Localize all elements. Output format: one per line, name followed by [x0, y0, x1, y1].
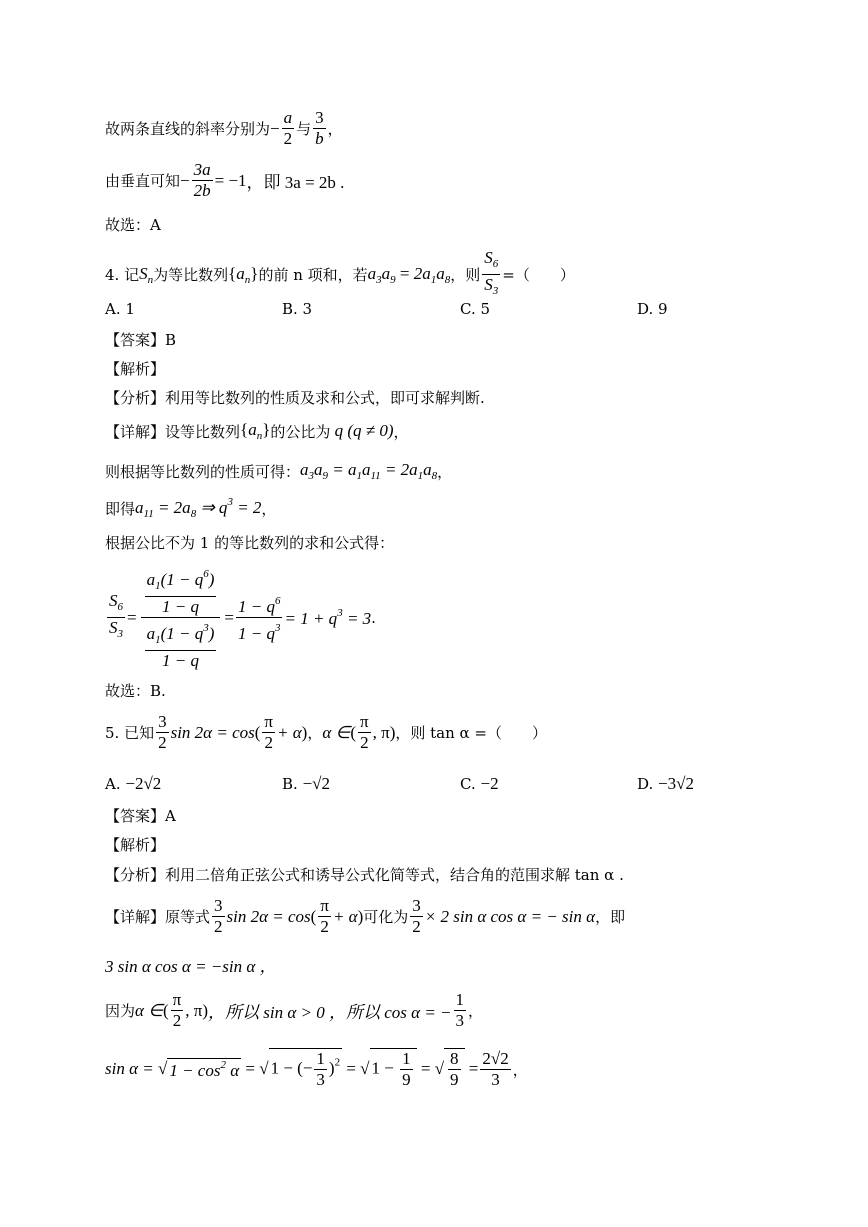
line-slopes: 故两条直线的斜率分别为 − $\frac{a}{2}$ 与 $\frac{3}{b}$ ， — [105, 108, 343, 148]
q5-step-3: sin α = √ $1 - \cos^2 \alpha$ = √ 1 − (− $\frac{1}{3}$ )$^2$ = √ 1 − $\frac{1}{9}$ = √ $\frac{8}{9}$ = $\frac{2√2}{3}$ ， — [105, 1048, 528, 1089]
q4-sum-ratio: $\frac{S_6}{S_3}$ = $\frac{\frac{a_1(1 - q^6)}{1 - q}}{\frac{a_1(1 - q^3)}{1 - q}}$ = $\frac{1 - q^6}{1 - q^3}$ = $1 + q^3 = 3$ . — [105, 564, 376, 671]
q5-answer: 【答案】A — [105, 807, 176, 825]
q4-property: 则根据等比数列的性质可得： $a_3a_9 = a_1a_{11} = 2a_1a_8$ ， — [105, 460, 453, 482]
q5-analysis-heading: 【解析】 — [105, 836, 166, 854]
q4-option-d: D. 9 — [637, 300, 668, 318]
q4-answer: 【答案】B — [105, 331, 177, 349]
question-4-stem: 4. 记 $S_n$ 为等比数列 $\{a_n\}$ 的前 n 项和，若 $a_3a_9 = 2a_1a_8$ ，则 $\frac{S_6}{S_3}$ =（ ） — [105, 248, 575, 297]
q4-option-a: A. 1 — [105, 300, 135, 318]
q5-step-1: 3 sin α cos α = −sin α ， — [105, 957, 277, 976]
q5-option-c: C. −2 — [460, 774, 499, 793]
q4-option-c: C. 5 — [460, 300, 491, 318]
q4-analysis: 【分析】利用等比数列的性质及求和公式，即可求解判断. — [105, 389, 485, 407]
q5-option-d: D. −3√2 — [637, 774, 694, 793]
answer-choice-3: 故选：A — [105, 216, 161, 234]
q5-option-b: B. −√2 — [282, 774, 330, 793]
question-5-stem: 5. 已知 $\frac{3}{2}$ sin 2α = cos ( $\frac{\pi}{2}$ + α ) ， α ∈ ( $\frac{\pi}{2}$ , π) ，则 tan α =（ ） — [105, 712, 547, 752]
q5-option-a: A. −2√2 — [105, 774, 162, 793]
q4-sum-formula: 根据公比不为 1 的等比数列的求和公式得： — [105, 534, 395, 552]
q5-analysis: 【分析】利用二倍角正弦公式和诱导公式化简等式，结合角的范围求解 tan α . — [105, 866, 624, 884]
line-perpendicular: 由垂直可知 − $\frac{3a}{2b}$ = −1 ，即 3a = 2b . — [105, 160, 345, 200]
q4-analysis-heading: 【解析】 — [105, 360, 166, 378]
q5-detail: 【详解】原等式 $\frac{3}{2}$ sin 2α = cos ( $\frac{\pi}{2}$ + α ) 可化为 $\frac{3}{2}$ × 2 sin α cos α = − sin α ，即 — [105, 896, 626, 936]
q5-step-2: 因为 α ∈ ( $\frac{\pi}{2}$ , π) ，所以 sin α > 0 ，所以 cos α = − $\frac{1}{3}$ ， — [105, 990, 484, 1030]
q4-derive-q: 即得 $a_{11} = 2a_8$ ⇒ $q^3 = 2$ ， — [105, 496, 277, 520]
q4-option-b: B. 3 — [282, 300, 313, 318]
q4-detail: 【详解】设等比数列 $\{a_n\}$ 的公比为 q (q ≠ 0) ， — [105, 420, 409, 442]
q4-conclusion: 故选：B. — [105, 682, 166, 700]
